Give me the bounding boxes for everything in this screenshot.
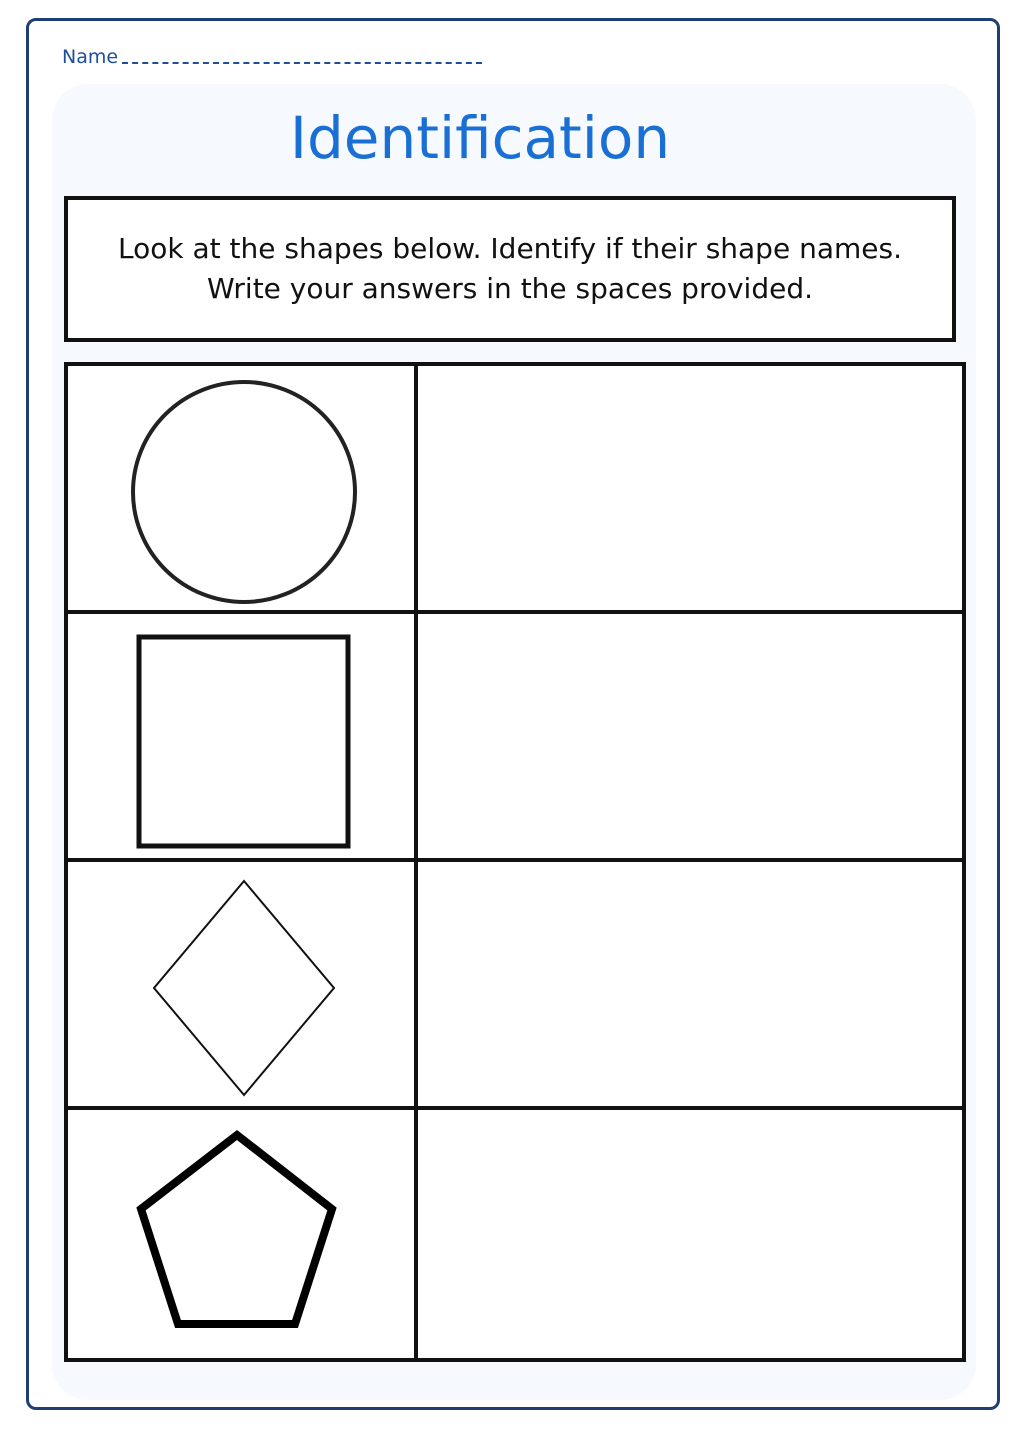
diamond-icon — [68, 862, 414, 1106]
answer-cell[interactable] — [418, 366, 962, 610]
circle-icon — [68, 366, 414, 610]
answer-cell[interactable] — [418, 862, 962, 1106]
name-field[interactable] — [62, 38, 482, 68]
answer-cell[interactable] — [418, 1110, 962, 1358]
instructions-line-2: Write your answers in the spaces provided. — [206, 272, 814, 305]
table-row — [68, 614, 962, 862]
instructions-line-1: Look at the shapes below. Identify if their shape names. — [118, 232, 902, 265]
table-row — [68, 862, 962, 1110]
square-icon — [68, 614, 414, 858]
name-label: Name — [62, 46, 119, 68]
page-title: Identification — [289, 104, 671, 172]
shape-cell — [68, 366, 418, 610]
instructions-box — [64, 196, 956, 342]
table-row — [68, 366, 962, 614]
pentagon-icon — [68, 1110, 414, 1354]
shapes-table — [64, 362, 966, 1362]
shape-cell — [68, 1110, 418, 1358]
shape-cell — [68, 614, 418, 858]
table-row — [68, 1110, 962, 1358]
name-blank-line[interactable] — [122, 61, 482, 64]
answer-cell[interactable] — [418, 614, 962, 858]
shape-cell — [68, 862, 418, 1106]
